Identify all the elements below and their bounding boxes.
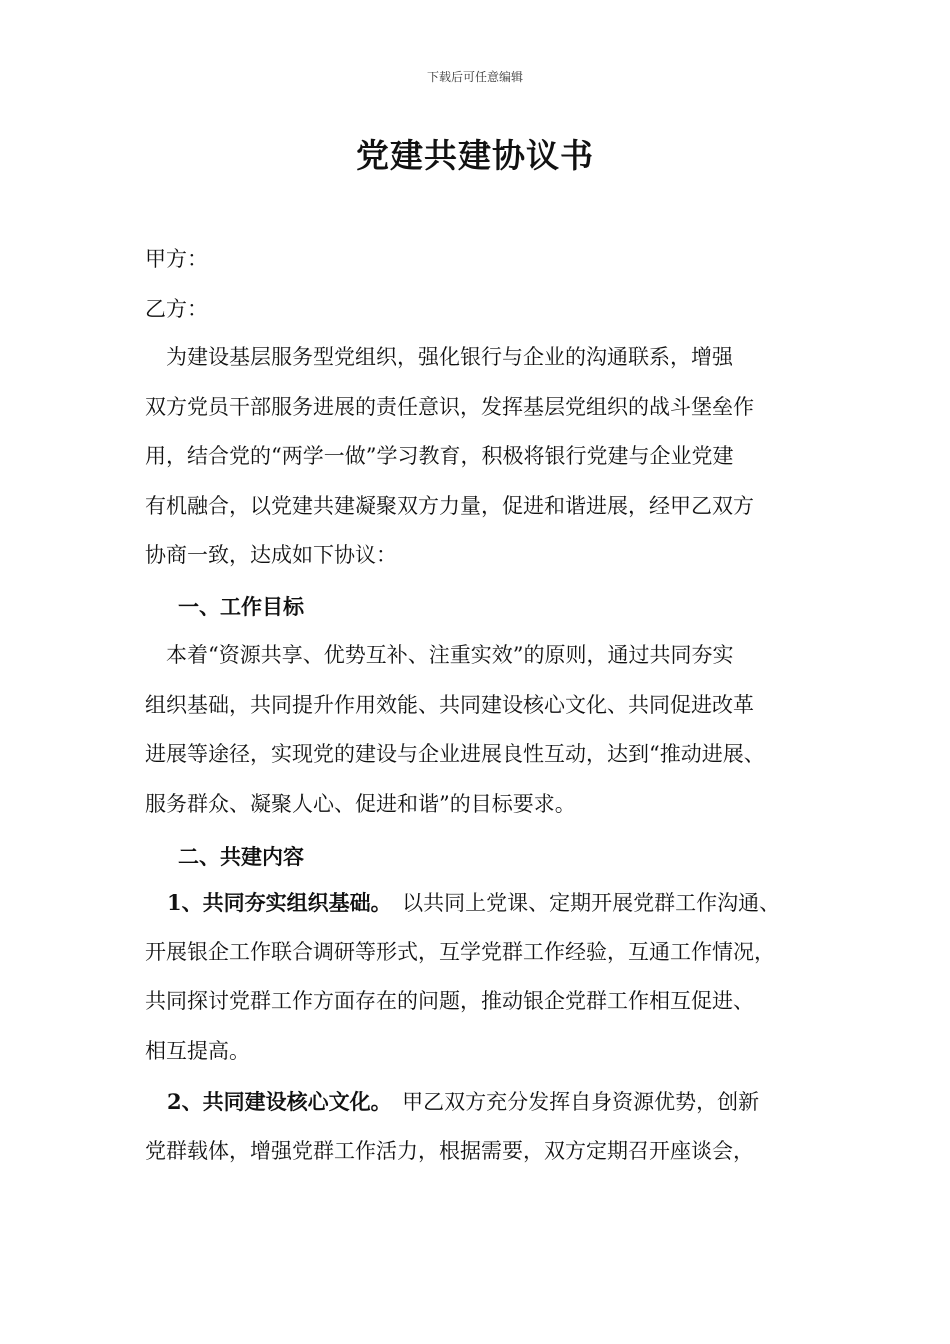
header-note: 下载后可任意编辑: [426, 70, 523, 84]
intro-paragraph: [145, 333, 815, 581]
item2-label: 2、共同建设核心文化。: [167, 1089, 382, 1114]
paragraph-line: 有机融合，以党建共建凝聚双方力量，促进和谐进展，经甲乙双方: [145, 493, 754, 518]
section-heading-content: 二、共建内容: [178, 844, 304, 869]
paragraph-line: 为建设基层服务型党组织，强化银行与企业的沟通联系，增强: [145, 345, 733, 369]
section-heading-goals: 一、工作目标: [178, 594, 304, 619]
item2-first-line: [145, 1077, 815, 1127]
paragraph-line: 用，结合党的“两学一做”学习教育，积极将银行党建与企业党建: [145, 444, 734, 468]
paragraph-line: 服务群众、凝聚人心、促进和谐”的目标要求。: [145, 791, 576, 816]
paragraph-line: 本着“资源共享、优势互补、注重实效”的原则，通过共同夯实: [145, 643, 734, 667]
item2-first-text: 甲乙双方充分发挥自身资源优势，创新: [381, 1090, 760, 1114]
document-title: 党建共建协议书: [356, 136, 594, 175]
item1-paragraph: [145, 878, 815, 1076]
paragraph-line: 协商一致，达成如下协议：: [145, 543, 397, 567]
paragraph-line: 开展银企工作联合调研等形式，互学党群工作经验，互通工作情况，: [145, 939, 775, 964]
item1-label: 1、共同夯实组织基础。: [167, 890, 382, 915]
item1-first-text: 以共同上党课、定期开展党群工作沟通、: [381, 891, 781, 915]
party-a-label: 甲方：: [145, 247, 208, 271]
paragraph-line: 进展等途径，实现党的建设与企业进展良性互动，达到“推动进展、: [145, 742, 765, 766]
item2-paragraph: [145, 1077, 815, 1176]
paragraph-line: 党群载体，增强党群工作活力，根据需要，双方定期召开座谈会，: [145, 1138, 754, 1163]
item1-first-line: [145, 878, 815, 928]
paragraph-line: 组织基础，共同提升作用效能、共同建设核心文化、共同促进改革: [145, 692, 754, 717]
paragraph-line: 共同探讨党群工作方面存在的问题，推动银企党群工作相互促进、: [145, 989, 754, 1013]
goals-paragraph: [145, 631, 815, 829]
party-b-label: 乙方：: [145, 297, 208, 321]
paragraph-line: 相互提高。: [145, 1038, 250, 1063]
paragraph-line: 双方党员干部服务进展的责任意识，发挥基层党组织的战斗堡垒作: [145, 394, 754, 419]
